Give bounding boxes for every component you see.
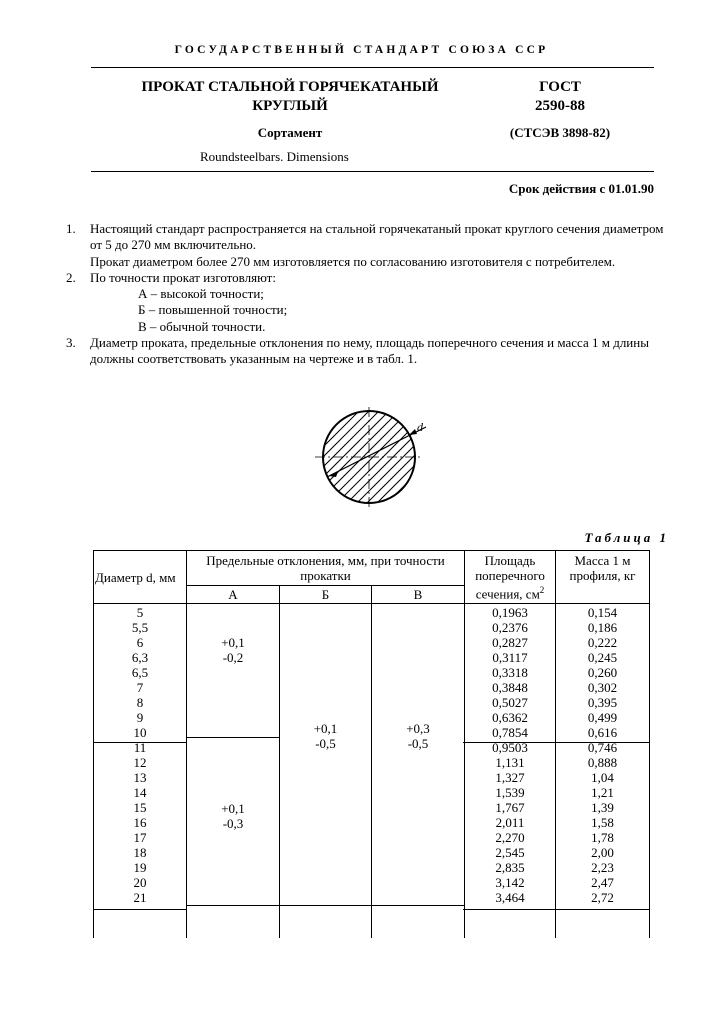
- diameter-label: d: [417, 420, 423, 434]
- area-value: 0,3117: [492, 650, 528, 665]
- diameter-column: [94, 604, 187, 939]
- diameter-value: 19: [133, 860, 147, 875]
- diameter-value: 17: [133, 830, 147, 845]
- header-mass: [556, 551, 650, 604]
- area-value: 0,1963: [492, 605, 528, 620]
- gost-name: ГОСТ: [539, 79, 581, 95]
- area-value: 0,9503: [492, 740, 528, 755]
- diameter-value: 20: [133, 875, 147, 890]
- accuracy-class-v: В – обычной точности.: [138, 318, 266, 334]
- mass-value: 2,47: [591, 875, 614, 890]
- header-area-line-3: сечения, см: [475, 586, 540, 602]
- header-class-b: Б: [280, 586, 372, 604]
- cmea-reference: (СТСЭВ 3898-82): [509, 125, 611, 140]
- mass-value: 0,222: [587, 635, 618, 650]
- clause-2: [66, 270, 666, 335]
- class-a-column: [187, 604, 280, 939]
- area-value: 1,327: [495, 770, 525, 785]
- class-b-group-2: [280, 906, 371, 938]
- tolerance-minus: -0,3: [222, 816, 244, 831]
- mass-value: 1,39: [591, 800, 614, 815]
- area-value: 0,7854: [492, 725, 528, 740]
- row-group-separator-1: [93, 742, 186, 743]
- area-value: 3,142: [495, 875, 525, 890]
- area-value: 0,2376: [492, 620, 528, 635]
- area-value: 0,2827: [492, 635, 528, 650]
- diameter-value: 6: [136, 635, 144, 650]
- mass-value: 1,21: [591, 785, 614, 800]
- area-value: 0,3318: [492, 665, 528, 680]
- round-bar-cross-section-figure: [305, 405, 435, 510]
- class-a-group-2: [187, 738, 279, 906]
- tolerance-minus: -0,5: [315, 736, 336, 751]
- mass-value: 0,302: [587, 680, 618, 695]
- class-b-column: [280, 604, 372, 939]
- area-value: 2,270: [495, 830, 525, 845]
- clause-text: Настоящий стандарт распространяется на стальной горячекатаный прокат круглого сечения диаметром от 5 до 270 мм включительно.: [90, 221, 664, 253]
- area-value: 2,545: [495, 845, 525, 860]
- diameter-value: 21: [133, 890, 147, 905]
- sortment-table: [93, 550, 650, 938]
- clause-extra: Прокат диаметром более 270 мм изготовляется по согласованию изготовителя с потребителем.: [90, 253, 616, 269]
- document-subtitle: Сортамент: [257, 125, 323, 140]
- clause-number: 3.: [66, 335, 76, 351]
- tolerance-plus: +0,1: [313, 721, 338, 736]
- diameter-value: 10: [133, 725, 147, 740]
- area-column: [465, 604, 556, 939]
- diameter-value: 5: [136, 605, 144, 620]
- row-group-separator-2: [93, 909, 186, 910]
- mass-value: 0,499: [587, 710, 618, 725]
- mass-value: 0,245: [587, 650, 618, 665]
- header-rule: [91, 67, 654, 68]
- header-class-a: А: [187, 586, 280, 604]
- dimension-arrow-head: [409, 429, 417, 435]
- mass-value: 0,395: [587, 695, 618, 710]
- class-v-group-2: [372, 906, 464, 938]
- diameter-value: 6,5: [131, 665, 149, 680]
- gost-designation: [500, 78, 620, 116]
- tolerance-plus: +0,1: [221, 635, 245, 650]
- row-group-separator-3: [463, 742, 649, 743]
- mass-value: 1,04: [591, 770, 614, 785]
- row-group-separator-4: [463, 909, 649, 910]
- title-line-2: КРУГЛЫЙ: [252, 98, 328, 114]
- title-rule: [91, 171, 654, 172]
- english-title: Roundsteelbars. Dimensions: [200, 149, 349, 164]
- clause-text: По точности прокат изготовляют:: [90, 269, 276, 285]
- diameter-value: 16: [133, 815, 147, 830]
- area-value: 0,6362: [492, 710, 528, 725]
- area-value: 2,011: [495, 815, 525, 830]
- dimension-arrow-tail: [329, 472, 338, 477]
- class-v-column: [372, 604, 465, 939]
- diameter-value: 15: [133, 800, 147, 815]
- area-value: 1,767: [495, 800, 525, 815]
- class-b-group-1: [280, 604, 371, 906]
- standard-header: ГОСУДАРСТВЕННЫЙ СТАНДАРТ СОЮЗА ССР: [174, 44, 549, 56]
- clause-1: [66, 221, 666, 270]
- header-mass-line-2: профиля, кг: [569, 568, 636, 583]
- diameter-value: 5,5: [131, 620, 149, 635]
- table-caption: Таблица 1: [584, 530, 669, 545]
- mass-value: 1,58: [591, 815, 614, 830]
- diameter-value: 14: [133, 785, 147, 800]
- area-value: 1,131: [495, 755, 525, 770]
- diameter-value: 8: [136, 695, 144, 710]
- tolerance-plus: +0,1: [221, 801, 245, 816]
- diameter-value: 9: [136, 710, 144, 725]
- area-value: 3,464: [495, 890, 525, 905]
- clauses-list: [66, 221, 666, 368]
- class-a-group-1: [187, 604, 279, 738]
- diameter-value: 11: [133, 740, 147, 755]
- mass-column: [556, 604, 650, 939]
- area-value: 0,5027: [492, 695, 528, 710]
- area-value: 2,835: [495, 860, 525, 875]
- mass-value: 0,616: [587, 725, 618, 740]
- mass-value: 2,72: [591, 890, 614, 905]
- mass-value: 0,154: [587, 605, 618, 620]
- accuracy-class-b: Б – повышенной точности;: [138, 302, 288, 318]
- clause-text: Диаметр проката, предельные отклонения по нему, площадь поперечного сечения и масса 1 м длины должны соответствовать указанным на чертеже и в табл. 1.: [90, 335, 649, 367]
- header-area-unit-sup: 2: [539, 585, 545, 595]
- diameter-value: 7: [136, 680, 144, 695]
- header-class-v: В: [372, 586, 465, 604]
- mass-value: 0,260: [587, 665, 618, 680]
- mass-value: 0,888: [587, 755, 618, 770]
- header-area-line-1: Площадь: [484, 553, 536, 568]
- diameter-value: 12: [133, 755, 147, 770]
- diameter-value: 13: [133, 770, 147, 785]
- title-line-1: ПРОКАТ СТАЛЬНОЙ ГОРЯЧЕКАТАНЫЙ: [141, 79, 439, 95]
- class-a-group-3: [187, 906, 279, 938]
- document-title: [100, 78, 480, 116]
- header-area-line-2: поперечного: [475, 568, 545, 583]
- mass-value: 0,186: [587, 620, 618, 635]
- clause-number: 2.: [66, 269, 76, 285]
- clause-number: 1.: [66, 221, 76, 236]
- header-tolerance: Предельные отклонения, мм, при точности прокатки: [187, 551, 465, 586]
- mass-value: 2,23: [591, 860, 614, 875]
- diameter-value: 18: [133, 845, 147, 860]
- accuracy-class-a: А – высокой точности;: [138, 286, 264, 302]
- clause-3: [66, 335, 666, 368]
- header-diameter: Диаметр d, мм: [94, 551, 187, 604]
- header-mass-line-1: Масса 1 м: [574, 553, 631, 568]
- mass-value: 2,00: [591, 845, 614, 860]
- area-value: 0,3848: [492, 680, 528, 695]
- tolerance-plus: +0,3: [406, 721, 430, 736]
- validity-date: Срок действия с 01.01.90: [508, 181, 654, 196]
- mass-value: 0,746: [587, 740, 618, 755]
- area-value: 1,539: [495, 785, 525, 800]
- gost-number: 2590-88: [535, 98, 585, 114]
- mass-value: 1,78: [591, 830, 614, 845]
- diameter-value: 6,3: [131, 650, 149, 665]
- tolerance-minus: -0,5: [407, 736, 429, 751]
- header-area: [465, 551, 556, 604]
- class-v-group-1: [372, 604, 464, 906]
- tolerance-minus: -0,2: [222, 650, 244, 665]
